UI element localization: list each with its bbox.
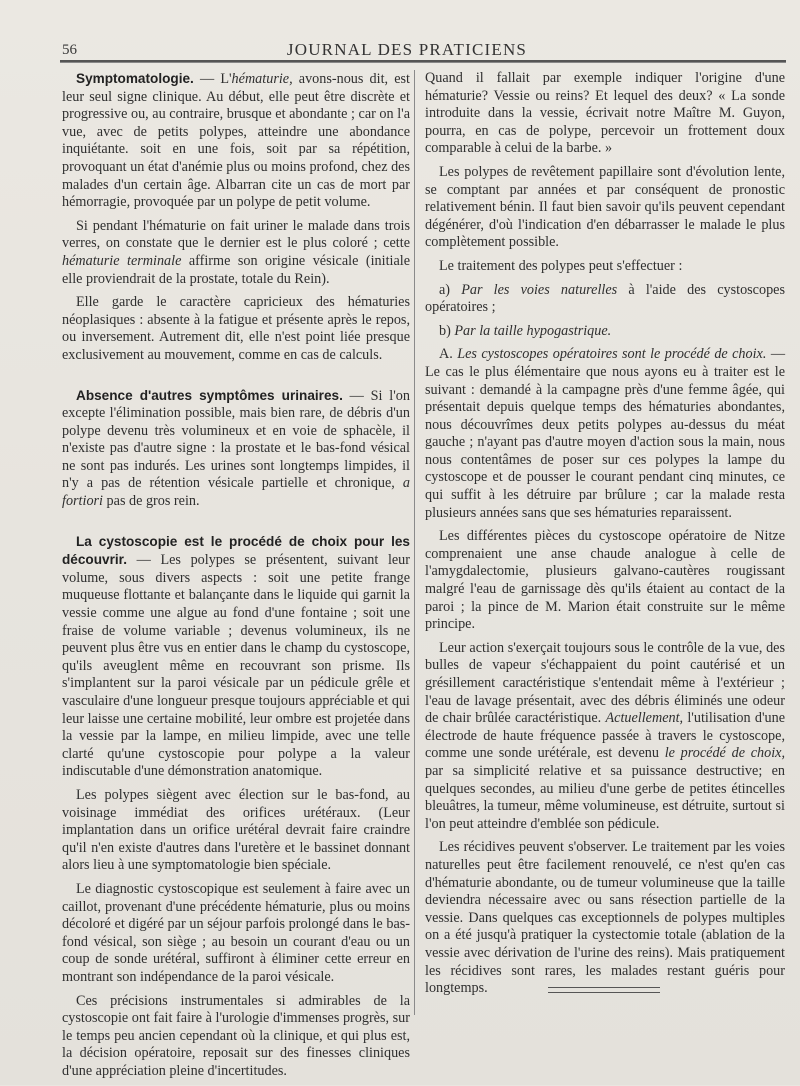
paragraph-precision: Ces précisions instrumentales si admirables de la cystoscopie ont fait faire à l'urologie d'immenses progrès, sur le temps peu ancien cependant où la clinique, et qui plus est, la décision opératoire, reposait sur des finesses cliniques d'une appréciation pleine d'incertitudes.	[62, 992, 410, 1079]
end-rule	[548, 987, 660, 993]
paragraph-nitze: Les différentes pièces du cystoscope opératoire de Nitze comprenaient une anse chaude analogue à celle de l'amygdalectomie, plusieurs galvano-cautères rougissant malgré l'eau de garnissage dès qu'ils étaient au contact de la paroi ; la pince de M. Marion était construite sur le même principe.	[425, 528, 785, 633]
column-divider	[414, 70, 415, 1015]
paragraph-diagnosis: Le diagnostic cystoscopique est seulement à faire avec un caillot, provenant d'une précédente hématurie, plus ou moins décoloré et digéré par un séjour parfois prolongé dans le bas-fond vésical, son siège ; au besoin un courant d'eau ou un coup de sonde urétéral, suffiront à éliminer cette erreur en montrant son indépendance de la paroi vésicale.	[62, 880, 410, 985]
paragraph-evolution: Les polypes de revêtement papillaire sont d'évolution lente, se comptant par années et par conséquent de pronostic relativement bénin. Il faut bien savoir qu'ils peuvent cependant dégénérer, d'où l'indication d'en débarrasser le malade le plus complètement possible.	[425, 163, 785, 251]
paragraph-symptomatology: Symptomatologie. — L'hématurie, avons-nous dit, est leur seul signe clinique. Au début, elle peut être discrète et progressive ou, au contraire, brusque et abondante ; car on l'a vue, avec de petits polypes, atteindre une abondance inquiétante. soit en une fois, soit par sa répétition, provoquant un état d'anémie plus ou moins profond, chez des malades d'un certain âge. Albarran cite un cas de mort par hémorragie, provoquée par un polype de petit volume.	[62, 71, 410, 211]
page-number: 56	[62, 42, 77, 58]
paragraph-operative-cystoscopes: A. Les cystoscopes opératoires sont le procédé de choix. — Le cas le plus élémentaire que nous ayons eu à traiter est le suivant : demandé à la campagne près d'une femme âgée, qui présentait depuis quelque temps des hématuries abondantes, nous découvrîmes deux petits polypes au-dessus du méat gauche ; n'ayant pas d'autre moyen d'action sous la main, nous nous contentâmes de poser sur ces polypes la lampe du cystoscope et de pousser le courant pendant cinq minutes, ce qui suffit à les détruire par brûlure ; car la malade resta plusieurs années sans que ses hématuries reparaissent.	[425, 346, 786, 521]
paragraph-option-a: a) Par les voies naturelles à l'aide des cystoscopes opératoires ;	[425, 281, 785, 316]
paragraph-option-b: b) Par la taille hypogastrique.	[439, 322, 612, 339]
left-column	[62, 70, 410, 1086]
paragraph-recurrence: Les récidives peuvent s'observer. Le traitement par les voies naturelles peut être facilement renouvelé, ce n'est qu'en cas d'hématurie abondante, ou de tumeur volumineuse que la taille deviendra nécessaire avec ou sans résection partielle de la vessie. Dans quelques cas exceptionnels de polypes multiples on a été jusqu'à pratiquer la cystectomie totale (ablation de la vessie avec dérivation de l'urine des reins). Mais pratiquement les récidives sont rares, les malades restant guéris pour longtemps.	[425, 839, 785, 997]
paragraph-three-glasses: Si pendant l'hématurie on fait uriner le malade dans trois verres, on constate que le dernier est le plus coloré ; cette hématurie terminale affirme son origine vésicale (initiale elle proviendrait de la prostate, totale du Rein).	[62, 217, 410, 287]
paragraph-treatment-intro: Le traitement des polypes peut s'effectuer :	[439, 257, 683, 274]
paragraph-location: Les polypes siègent avec élection sur le bas-fond, au voisinage immédiat des orifices urétéraux. (Leur implantation dans un orifice urétéral devrait faire craindre qu'il n'en existe d'autres dans l'uretère et le bassinet donnant alors lieu à une symptomatologie bien spéciale.	[62, 786, 410, 874]
page-header	[62, 38, 752, 60]
section-heading-absence: Absence d'autres symptômes urinaires.	[76, 387, 343, 403]
paragraph-cystoscopy: La cystoscopie est le procédé de choix pour les découvrir. — Les polypes se présentent, suivant leur volume, sous divers aspects : soit une petite frange muqueuse flottante et balançante dans le liquide qui garnit la vessie comme une algue au fond d'une fontaine ; soit une fraise de volume variable ; devenus volumineux, ils ne peuvent plus être vus en entier dans le champ du cystoscope, qu'ils aveuglent même en recouvrant son prisme. Ils s'implantent sur la paroi vésicale par un pédicule grêle et vasculaire d'une longueur presque toujours appréciable et qui leur laisse une certaine mobilité, leur ombre est projetée dans la vessie par la lampe, en milieu limpide, avec une telle clarté qu'une cystoscopie pour polype a la valeur indiscutable d'une démonstration anatomique.	[62, 533, 410, 780]
journal-title: JOURNAL DES PRATICIENS	[286, 40, 528, 59]
paragraph-absence: Absence d'autres symptômes urinaires. — Si l'on excepte l'élimination possible, mais bien rare, de débris d'un polype devenu très volumineux et en voie de sphacèle, il n'existe pas d'autre signe : la prostate et le bas-fond vésical ne sont pas indurés. Les urines sont longtemps limpides, il n'y a pas de rétention vésicale partielle et chronique, a fortiori pas de gros rein.	[62, 387, 410, 510]
paragraph-action: Leur action s'exerçait toujours sous le contrôle de la vue, des bulles de vapeur s'échappaient du point cautérisé et un grésillement caractéristique s'entendait même à l'extérieur ; l'eau de lavage présentait, avec des débris éliminés une odeur de chair brûlée caractéristique. Actuellement, l'utilisation d'une électrode de haute fréquence passée à travers le cystoscope, comme une sonde urétérale, est devenu le procédé de choix, par sa simplicité relative et sa puissance destructive; en quelques secondes, au milieu d'une gerbe de petites étincelles bleuâtres, la tumeur, même volumineuse, est détruite, surtout si l'on peut atteindre d'emblée son pédicule.	[425, 639, 785, 832]
header-rule	[60, 60, 786, 63]
paragraph-capricious: Elle garde le caractère capricieux des hématuries néoplasiques : absente à la fatigue et présente après le repos, ou inversement. Autrement dit, elle n'est point liée presque exclusivement au mouvement, comme en cas de calculs.	[62, 294, 410, 363]
section-heading-cystoscopy: La cystoscopie est le procédé de choix pour les découvrir.	[62, 533, 410, 568]
paragraph-guyon-quote: Quand il fallait par exemple indiquer l'origine d'une hématurie? Vessie ou reins? Et lequel des deux? « La sonde introduite dans la vessie, écrivait notre Maître M. Guyon, pourra, en cas de polype, percevoir un frottement doux comparable à celui de la barbe. »	[425, 70, 785, 157]
right-column	[425, 70, 785, 1004]
section-heading-symptomatology: Symptomatologie.	[76, 71, 194, 86]
